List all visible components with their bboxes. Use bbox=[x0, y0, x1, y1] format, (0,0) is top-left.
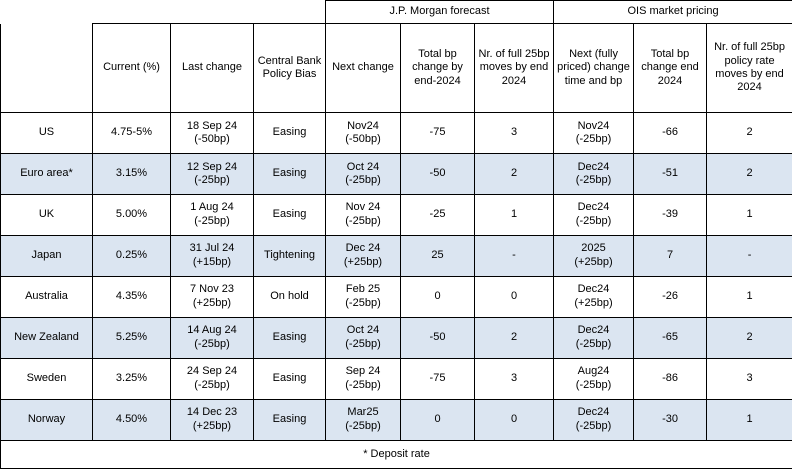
cell-ois-next bbox=[554, 276, 634, 317]
cell-ois-total-bp: -65 bbox=[634, 317, 707, 358]
cell-total-bp-2024: -50 bbox=[401, 153, 475, 194]
cell-last-change-bp: (-25bp) bbox=[194, 173, 230, 186]
cell-moves-2024: 1 bbox=[475, 194, 554, 235]
cell-next-change-date: Nov 24 bbox=[345, 201, 381, 214]
cell-ois-next-date: Nov24 bbox=[577, 119, 610, 132]
table-row bbox=[1, 276, 792, 317]
cell-ois-total-bp: 7 bbox=[634, 235, 707, 276]
cell-ois-moves: 1 bbox=[707, 276, 792, 317]
cell-policy-bias: Easing bbox=[254, 399, 326, 440]
cell-ois-next bbox=[554, 235, 634, 276]
cell-next-change-date: Dec 24 bbox=[345, 242, 381, 255]
column-header-country bbox=[1, 24, 93, 113]
cell-ois-total-bp: -30 bbox=[634, 399, 707, 440]
cell-ois-next bbox=[554, 194, 634, 235]
cell-total-bp-2024: -50 bbox=[401, 317, 475, 358]
table-row bbox=[1, 399, 792, 440]
cell-last-change-bp: (+25bp) bbox=[192, 296, 232, 309]
row-label-country: UK bbox=[1, 194, 93, 235]
column-header-total-bp-end-2024: Total bp change by end-2024 bbox=[401, 24, 475, 113]
cell-ois-next-bp: (-25bp) bbox=[575, 173, 612, 186]
cell-policy-bias: Easing bbox=[254, 113, 326, 154]
group-header-jpm-forecast: J.P. Morgan forecast bbox=[326, 1, 554, 24]
table-row bbox=[1, 153, 792, 194]
cell-next-change bbox=[326, 153, 401, 194]
cell-last-change-date: 7 Nov 23 bbox=[189, 283, 235, 296]
column-header-moves-end-2024: Nr. of full 25bp moves by end 2024 bbox=[475, 24, 554, 113]
cell-moves-2024: 3 bbox=[475, 358, 554, 399]
table-row bbox=[1, 235, 792, 276]
row-label-country: Norway bbox=[1, 399, 93, 440]
cell-next-change bbox=[326, 276, 401, 317]
cell-next-change-bp: (-50bp) bbox=[345, 132, 381, 145]
cell-next-change-bp: (-25bp) bbox=[345, 296, 381, 309]
cell-ois-next bbox=[554, 153, 634, 194]
cell-next-change bbox=[326, 358, 401, 399]
cell-last-change-date: 14 Dec 23 bbox=[186, 406, 238, 419]
cell-ois-total-bp: -39 bbox=[634, 194, 707, 235]
cell-current: 4.75-5% bbox=[93, 113, 171, 154]
cell-last-change-bp: (-25bp) bbox=[194, 337, 230, 350]
cell-ois-total-bp: -51 bbox=[634, 153, 707, 194]
cell-moves-2024: 0 bbox=[475, 399, 554, 440]
cell-next-change-date: Mar25 bbox=[347, 406, 379, 419]
cell-next-change-bp: (-25bp) bbox=[345, 173, 381, 186]
cell-next-change-date: Oct 24 bbox=[346, 324, 380, 337]
cell-last-change-date: 31 Jul 24 bbox=[189, 242, 235, 255]
cell-policy-bias: On hold bbox=[254, 276, 326, 317]
footnote-text: * Deposit rate bbox=[1, 440, 792, 468]
cell-next-change-date: Sep 24 bbox=[345, 365, 381, 378]
cell-next-change-date: Feb 25 bbox=[345, 283, 381, 296]
cell-ois-next bbox=[554, 358, 634, 399]
cell-ois-next-date: Aug24 bbox=[577, 365, 610, 378]
cell-next-change-date: Oct 24 bbox=[346, 160, 380, 173]
cell-moves-2024: 0 bbox=[475, 276, 554, 317]
table-header bbox=[1, 1, 792, 113]
footnote-row bbox=[1, 440, 792, 468]
cell-next-change bbox=[326, 317, 401, 358]
cell-next-change bbox=[326, 194, 401, 235]
cell-current: 3.25% bbox=[93, 358, 171, 399]
cell-current: 0.25% bbox=[93, 235, 171, 276]
cell-ois-moves: - bbox=[707, 235, 792, 276]
cell-ois-next-bp: (-25bp) bbox=[575, 132, 612, 145]
cell-last-change bbox=[171, 113, 254, 154]
cell-ois-next-date: Dec24 bbox=[577, 324, 610, 337]
cell-ois-total-bp: -86 bbox=[634, 358, 707, 399]
cell-next-change-bp: (-25bp) bbox=[345, 378, 381, 391]
cell-ois-moves: 2 bbox=[707, 113, 792, 154]
row-label-country: US bbox=[1, 113, 93, 154]
cell-total-bp-2024: 0 bbox=[401, 276, 475, 317]
cell-total-bp-2024: 25 bbox=[401, 235, 475, 276]
cell-ois-next-bp: (-25bp) bbox=[575, 378, 612, 391]
cell-last-change-bp: (-25bp) bbox=[194, 378, 230, 391]
table-row bbox=[1, 113, 792, 154]
column-header-current: Current (%) bbox=[93, 24, 171, 113]
cell-current: 4.50% bbox=[93, 399, 171, 440]
cell-last-change bbox=[171, 276, 254, 317]
cell-ois-next-bp: (+25bp) bbox=[574, 296, 613, 309]
cell-last-change bbox=[171, 194, 254, 235]
cell-total-bp-2024: -75 bbox=[401, 358, 475, 399]
column-header-ois-next-change: Next (fully priced) change time and bp bbox=[554, 24, 634, 113]
group-header-blank bbox=[1, 1, 326, 24]
cell-last-change-bp: (-50bp) bbox=[194, 132, 230, 145]
cell-next-change bbox=[326, 113, 401, 154]
cell-ois-total-bp: -26 bbox=[634, 276, 707, 317]
cell-last-change bbox=[171, 153, 254, 194]
cell-current: 5.25% bbox=[93, 317, 171, 358]
cell-current: 3.15% bbox=[93, 153, 171, 194]
cell-policy-bias: Easing bbox=[254, 358, 326, 399]
cell-moves-2024: 2 bbox=[475, 317, 554, 358]
cell-ois-next-date: Dec24 bbox=[577, 160, 610, 173]
cell-last-change-date: 18 Sep 24 bbox=[186, 119, 238, 132]
cell-ois-next-bp: (+25bp) bbox=[574, 255, 613, 268]
cell-moves-2024: - bbox=[475, 235, 554, 276]
cell-last-change-date: 24 Sep 24 bbox=[186, 365, 238, 378]
cell-policy-bias: Easing bbox=[254, 153, 326, 194]
cell-last-change-bp: (-25bp) bbox=[194, 214, 230, 227]
column-header-policy-bias: Central Bank Policy Bias bbox=[254, 24, 326, 113]
cell-next-change-bp: (-25bp) bbox=[345, 419, 381, 432]
row-label-country: Australia bbox=[1, 276, 93, 317]
row-label-country: Sweden bbox=[1, 358, 93, 399]
cell-ois-next-bp: (-25bp) bbox=[575, 419, 612, 432]
cell-ois-next-date: Dec24 bbox=[577, 201, 610, 214]
cell-ois-next-bp: (-25bp) bbox=[575, 214, 612, 227]
cell-ois-moves: 1 bbox=[707, 399, 792, 440]
cell-ois-moves: 2 bbox=[707, 317, 792, 358]
cell-ois-next-date: Dec24 bbox=[577, 283, 610, 296]
cell-current: 5.00% bbox=[93, 194, 171, 235]
column-header-ois-total-bp: Total bp change end 2024 bbox=[634, 24, 707, 113]
column-header-next-change: Next change bbox=[326, 24, 401, 113]
table-row bbox=[1, 358, 792, 399]
column-header-row bbox=[1, 24, 792, 113]
cell-next-change-bp: (+25bp) bbox=[343, 255, 383, 268]
cell-ois-next-date: 2025 bbox=[581, 242, 606, 255]
cell-ois-next bbox=[554, 113, 634, 154]
cell-ois-moves: 1 bbox=[707, 194, 792, 235]
cell-next-change bbox=[326, 399, 401, 440]
cell-last-change bbox=[171, 317, 254, 358]
group-header-row bbox=[1, 1, 792, 24]
cell-ois-total-bp: -66 bbox=[634, 113, 707, 154]
cell-moves-2024: 2 bbox=[475, 153, 554, 194]
cell-last-change bbox=[171, 399, 254, 440]
table-body bbox=[1, 113, 792, 469]
cell-last-change bbox=[171, 235, 254, 276]
cell-next-change-bp: (-25bp) bbox=[345, 337, 381, 350]
cell-ois-moves: 3 bbox=[707, 358, 792, 399]
cell-policy-bias: Easing bbox=[254, 317, 326, 358]
cell-moves-2024: 3 bbox=[475, 113, 554, 154]
cell-last-change bbox=[171, 358, 254, 399]
row-label-country: New Zealand bbox=[1, 317, 93, 358]
cell-next-change-date: Nov24 bbox=[347, 119, 379, 132]
row-label-country: Japan bbox=[1, 235, 93, 276]
cell-last-change-date: 1 Aug 24 bbox=[190, 201, 234, 214]
cell-last-change-date: 14 Aug 24 bbox=[187, 324, 237, 337]
cell-last-change-bp: (+25bp) bbox=[192, 419, 232, 432]
cell-current: 4.35% bbox=[93, 276, 171, 317]
cell-total-bp-2024: 0 bbox=[401, 399, 475, 440]
cell-ois-next-bp: (-25bp) bbox=[575, 337, 612, 350]
cell-last-change-date: 12 Sep 24 bbox=[186, 160, 238, 173]
cell-next-change bbox=[326, 235, 401, 276]
row-label-country: Euro area* bbox=[1, 153, 93, 194]
cell-total-bp-2024: -25 bbox=[401, 194, 475, 235]
cell-ois-next-date: Dec24 bbox=[577, 406, 610, 419]
cell-next-change-bp: (-25bp) bbox=[345, 214, 381, 227]
cell-last-change-bp: (+15bp) bbox=[192, 255, 232, 268]
cell-policy-bias: Easing bbox=[254, 194, 326, 235]
group-header-ois-market-pricing: OIS market pricing bbox=[554, 1, 792, 24]
table-row bbox=[1, 317, 792, 358]
column-header-last-change: Last change bbox=[171, 24, 254, 113]
cell-ois-next bbox=[554, 317, 634, 358]
cell-ois-next bbox=[554, 399, 634, 440]
table-row bbox=[1, 194, 792, 235]
column-header-ois-moves: Nr. of full 25bp policy rate moves by end 2024 bbox=[707, 24, 792, 113]
cell-policy-bias: Tightening bbox=[254, 235, 326, 276]
cell-ois-moves: 2 bbox=[707, 153, 792, 194]
cell-total-bp-2024: -75 bbox=[401, 113, 475, 154]
